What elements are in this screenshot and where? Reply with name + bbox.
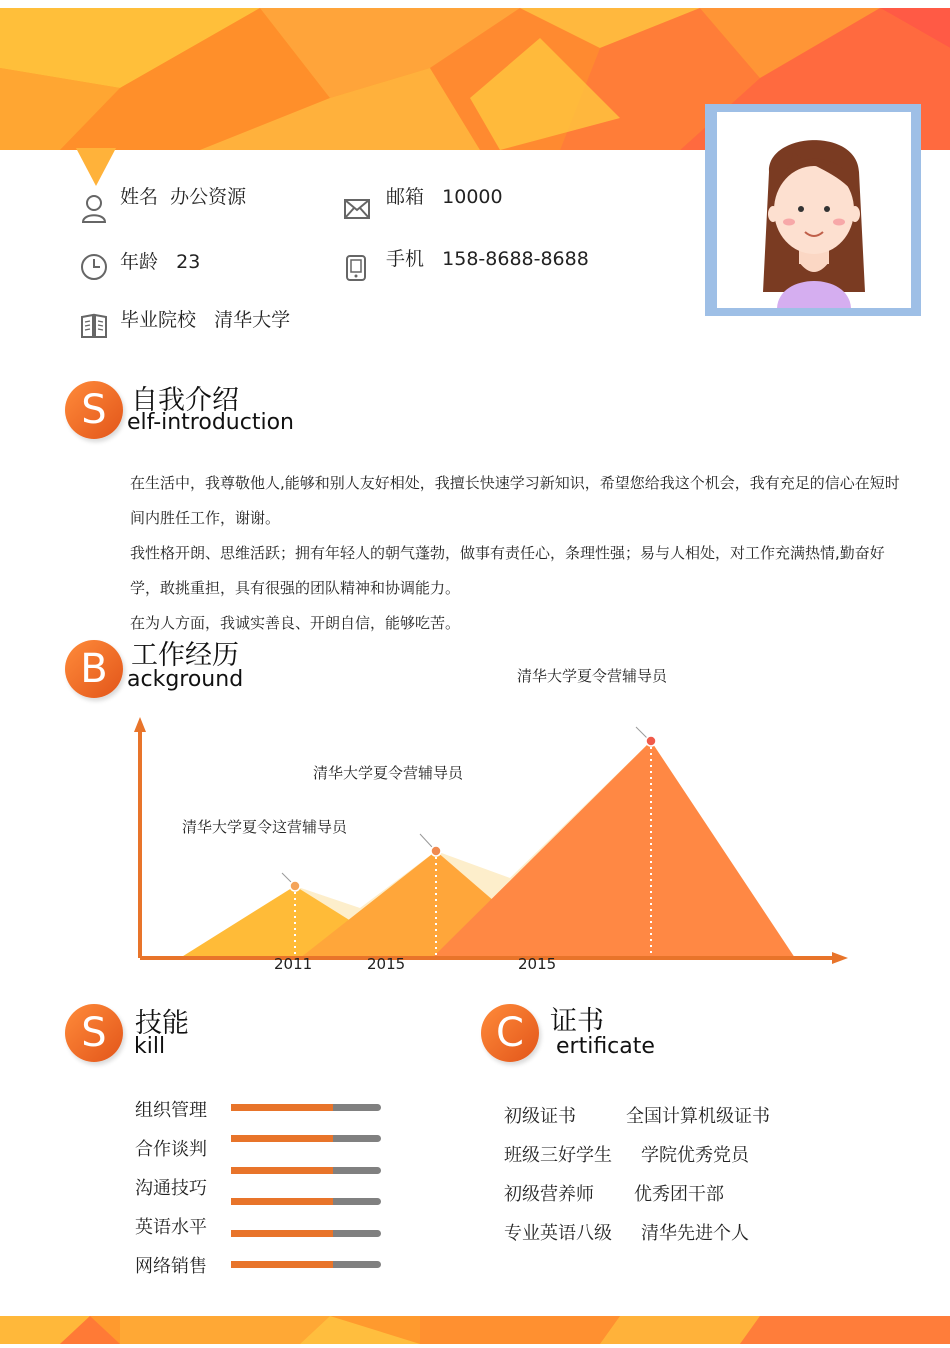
cert-item: 专业英语八级	[504, 1223, 612, 1244]
section-title-certs: 证书	[550, 1006, 604, 1037]
skill-bar	[231, 1198, 381, 1205]
footer-banner	[0, 1316, 950, 1344]
email-value: 10000	[442, 186, 503, 208]
pointer-line	[420, 834, 432, 847]
skill-name: 网络销售	[135, 1256, 207, 1277]
phone-label: 手机	[386, 248, 425, 270]
cert-item: 清华先进个人	[641, 1223, 749, 1244]
intro-paragraph: 在为人方面，我诚实善良、开朗自信，能够吃苦。	[130, 614, 461, 632]
chart-label-1: 清华大学夏令这营辅导员	[182, 818, 348, 836]
skill-name: 组织管理	[135, 1100, 207, 1121]
pointer-line	[636, 727, 647, 738]
section-subtitle-skills: kill	[134, 1034, 166, 1059]
section-subtitle-work: ackground	[127, 667, 244, 692]
skill-name: 英语水平	[135, 1217, 207, 1238]
y-axis-arrow	[134, 717, 146, 732]
x-tick-label: 2015	[367, 955, 406, 973]
name-value: 办公资源	[170, 186, 247, 208]
x-axis-arrow	[832, 952, 848, 964]
cert-item: 优秀团干部	[634, 1184, 724, 1205]
phone-value: 158-8688-8688	[442, 248, 589, 270]
skill-bar	[231, 1230, 381, 1237]
section-subtitle-certs: ertificate	[556, 1034, 655, 1059]
skill-name: 合作谈判	[135, 1139, 207, 1160]
age-label: 年龄	[120, 251, 159, 273]
cert-item: 全国计算机级证书	[626, 1106, 770, 1127]
pointer-line	[282, 873, 292, 883]
chart-point	[431, 846, 441, 856]
name-label: 姓名	[120, 186, 159, 208]
chart-point	[646, 736, 656, 746]
school-value: 清华大学	[214, 309, 291, 331]
school-label: 毕业院校	[120, 309, 197, 331]
x-tick-label: 2015	[518, 955, 557, 973]
chart-label-2: 清华大学夏令营辅导员	[313, 764, 464, 782]
skill-bar	[231, 1104, 381, 1111]
email-label: 邮箱	[386, 186, 425, 208]
section-title-skills: 技能	[135, 1008, 189, 1039]
section-badge-certs: C	[481, 1004, 539, 1062]
intro-paragraph: 我性格开朗、思维活跃；拥有年轻人的朝气蓬勃，做事有责任心，条理性强；易与人相处，对工作充满热情,勤奋好学，敢挑重担，具有很强的团队精神和协调能力。	[130, 544, 885, 597]
skill-name: 沟通技巧	[135, 1178, 207, 1199]
intro-paragraph: 在生活中，我尊敬他人,能够和别人友好相处，我擅长快速学习新知识，希望您给我这个机会，我有充足的信心在短时间内胜任工作，谢谢。	[130, 474, 900, 527]
section-badge-work: B	[65, 640, 123, 698]
section-badge-intro: S	[65, 381, 123, 439]
chart-label-3: 清华大学夏令营辅导员	[517, 667, 668, 685]
skill-bar	[231, 1135, 381, 1142]
section-title-intro: 自我介绍	[131, 385, 239, 416]
cert-item: 学院优秀党员	[641, 1145, 749, 1166]
cert-item: 初级营养师	[504, 1184, 594, 1205]
section-badge-skills: S	[65, 1004, 123, 1062]
skill-bar	[231, 1261, 381, 1268]
age-value: 23	[176, 251, 201, 273]
chart-peak-3	[432, 741, 795, 958]
section-title-work: 工作经历	[131, 640, 239, 671]
x-tick-label: 2011	[274, 955, 313, 973]
cert-item: 班级三好学生	[504, 1145, 612, 1166]
section-subtitle-intro: elf-introduction	[127, 410, 294, 435]
skill-bar	[231, 1167, 381, 1174]
cert-item: 初级证书	[504, 1106, 576, 1127]
chart-point	[290, 881, 300, 891]
